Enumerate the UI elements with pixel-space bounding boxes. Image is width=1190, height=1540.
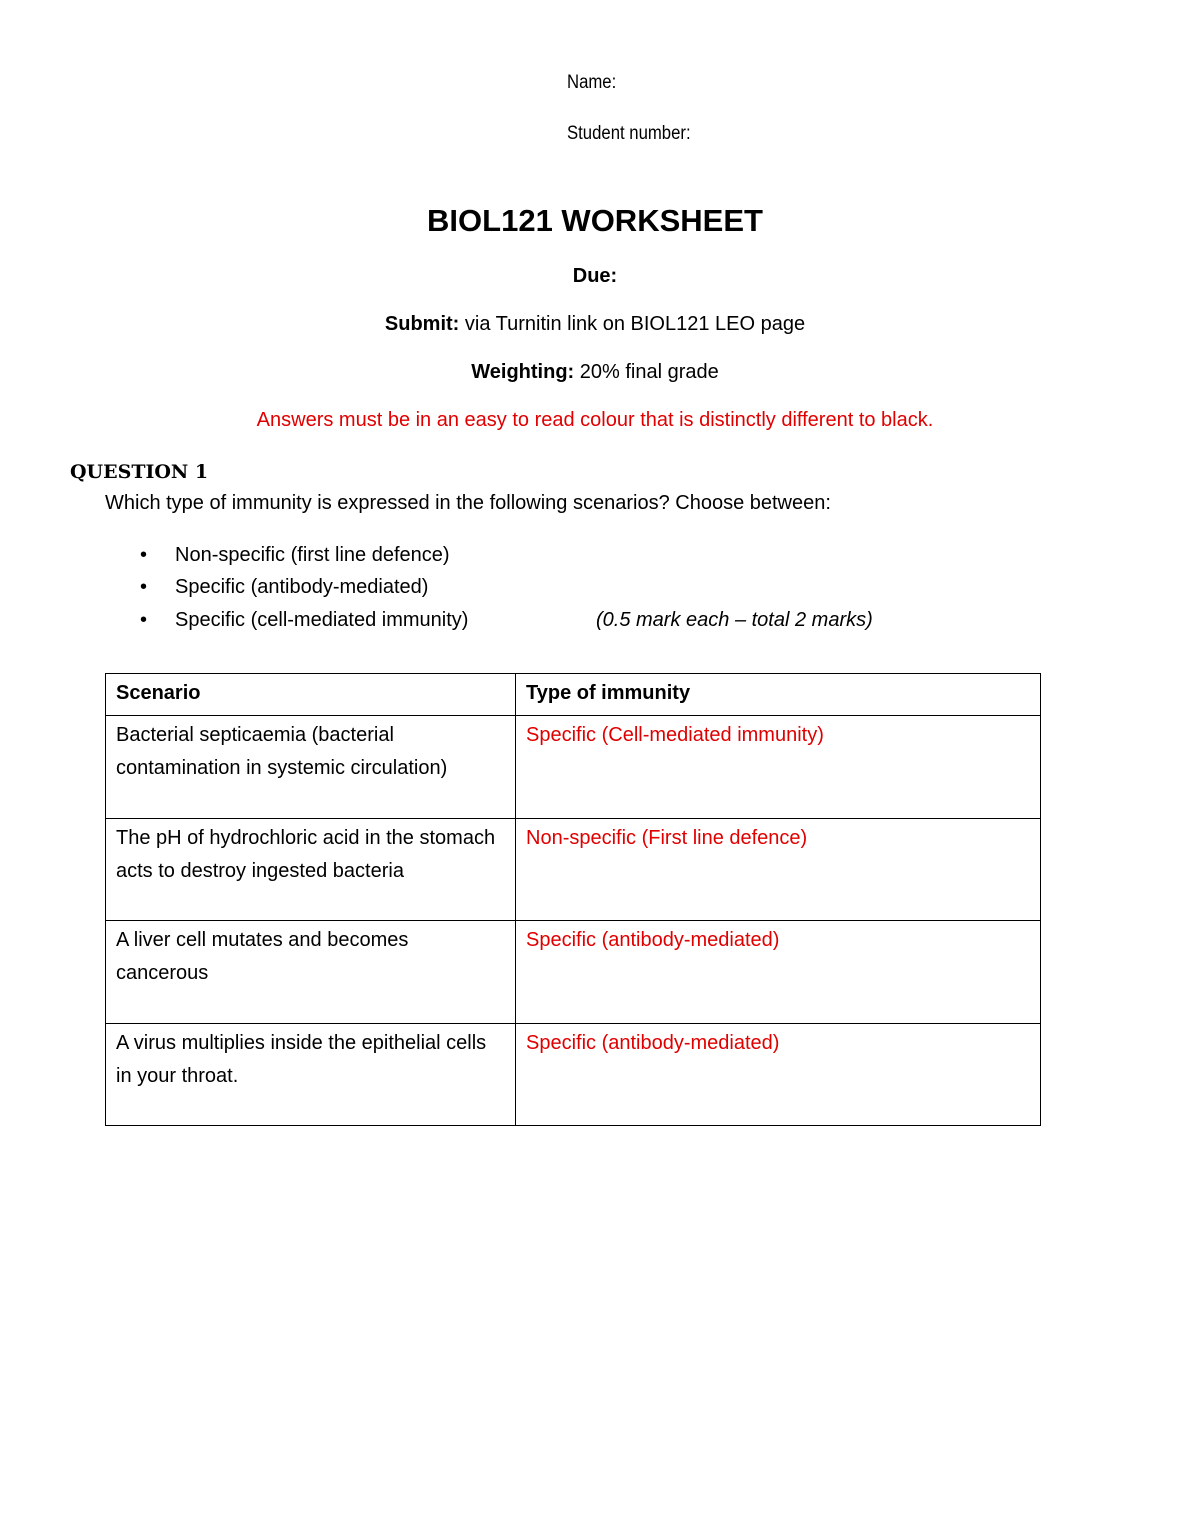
answer-cell[interactable]: Specific (antibody-mediated) — [516, 1024, 1041, 1126]
immunity-table — [105, 673, 1041, 1126]
submit-line — [0, 313, 1190, 336]
answer-colour-instruction: Answers must be in an easy to read colour that is distinctly different to black. — [256, 409, 934, 431]
bullet-icon: • — [140, 609, 148, 631]
page-title: BIOL121 WORKSHEET — [427, 203, 763, 238]
table-row — [106, 921, 1041, 1024]
submit-label: Submit: — [384, 313, 460, 335]
marks-note: (0.5 mark each – total 2 marks) — [596, 609, 873, 631]
question-1-heading: QUESTION 1 — [70, 461, 209, 483]
table-header-row — [106, 674, 1041, 716]
submit-value: via Turnitin link on BIOL121 LEO page — [459, 313, 806, 335]
table-row — [106, 819, 1041, 921]
student-number-label: Student number: — [567, 123, 691, 144]
table-row — [106, 716, 1041, 819]
option-label: Non-specific (first line defence) — [175, 544, 450, 566]
answer-cell[interactable]: Specific (Cell-mediated immunity) — [516, 716, 1041, 819]
column-header-type: Type of immunity — [516, 674, 1041, 716]
option-label: Specific (cell-mediated immunity) — [175, 609, 469, 631]
option-item — [140, 544, 450, 567]
scenario-cell: The pH of hydrochloric acid in the stomach acts to destroy ingested bacteria — [106, 819, 516, 921]
option-label: Specific (antibody-mediated) — [175, 576, 429, 598]
option-item — [140, 576, 428, 599]
answer-cell[interactable]: Non-specific (First line defence) — [516, 819, 1041, 921]
scenario-cell: A virus multiplies inside the epithelial cells in your throat. — [106, 1024, 516, 1126]
due-label: Due: — [572, 265, 618, 287]
column-header-scenario: Scenario — [106, 674, 516, 716]
bullet-icon: • — [140, 544, 148, 566]
name-label: Name: — [567, 72, 617, 93]
weighting-line — [0, 361, 1190, 384]
scenario-cell: Bacterial septicaemia (bacterial contamination in systemic circulation) — [106, 716, 516, 819]
answer-cell[interactable]: Specific (antibody-mediated) — [516, 921, 1041, 1024]
weighting-label: Weighting: — [471, 361, 575, 383]
scenario-cell: A liver cell mutates and becomes cancerous — [106, 921, 516, 1024]
option-item — [140, 609, 468, 632]
table-row — [106, 1024, 1041, 1126]
weighting-value: 20% final grade — [574, 361, 719, 383]
question-1-prompt: Which type of immunity is expressed in the following scenarios? Choose between: — [105, 492, 831, 514]
bullet-icon: • — [140, 576, 148, 598]
